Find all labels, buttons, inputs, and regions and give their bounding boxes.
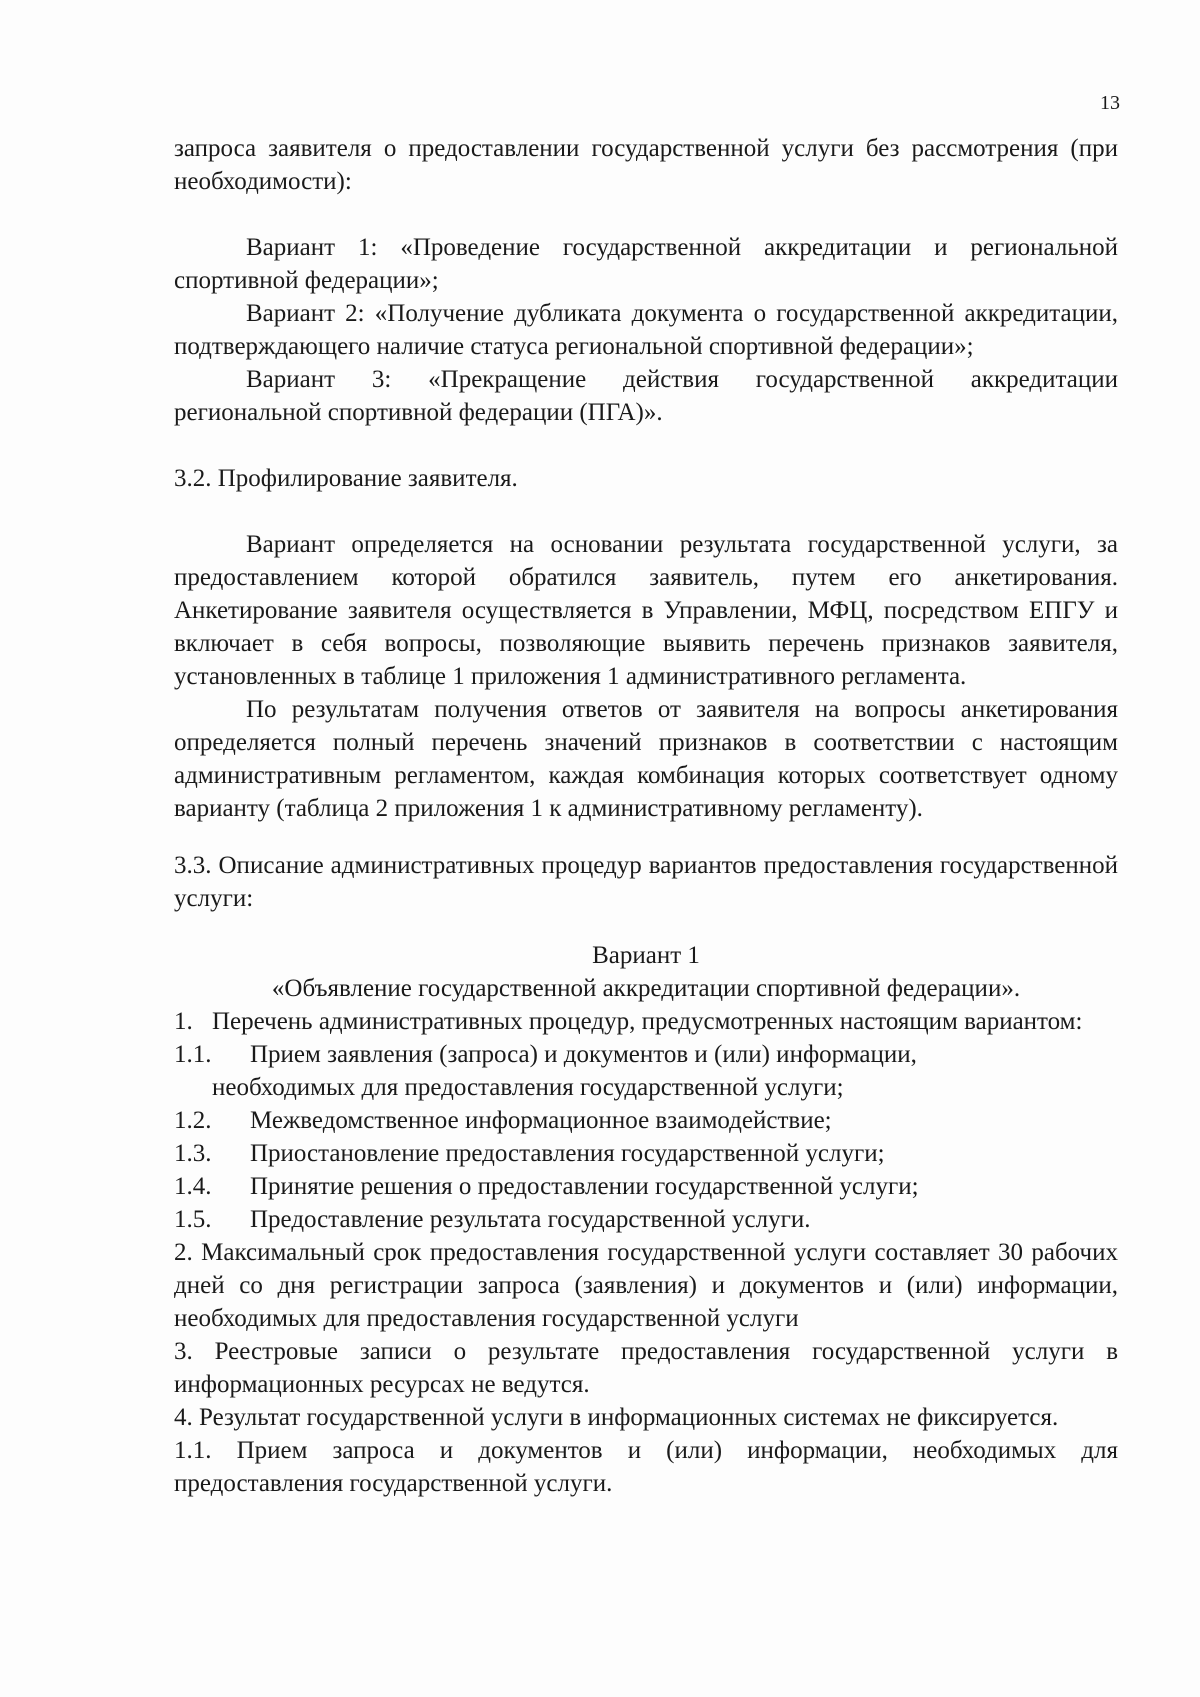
list-item-1-1 [174,1038,1118,1071]
list-number: 1. [174,1008,193,1035]
list-number: 1.3. [174,1140,212,1167]
list-item-1 [174,1005,1118,1038]
list-number: 1.2. [174,1107,212,1134]
list-item-1-2 [174,1104,1118,1137]
list-text: Предоставление результата государственной услуги. [250,1206,811,1233]
page-number: 13 [1100,92,1120,114]
document-body [174,132,1118,1500]
paragraph-item-1-1-final: 1.1. Прием запроса и документов и (или) информации, необходимых для предоставления государственной услуги. [174,1437,1118,1497]
list-text: Межведомственное информационное взаимодействие; [250,1107,832,1134]
paragraph-variant-1: Вариант 1: «Проведение государственной аккредитации и региональной спортивной федерации»; [174,234,1118,294]
variant-subtitle: «Объявление государственной аккредитации спортивной федерации». [271,975,1021,1002]
paragraph-item-3: 3. Реестровые записи о результате предоставления государственной услуги в информационных ресурсах не ведутся. [174,1338,1118,1398]
paragraph-item-4: 4. Результат государственной услуги в информационных системах не фиксируется. [174,1404,1059,1431]
list-text: Приостановление предоставления государственной услуги; [250,1140,885,1167]
list-text: Перечень административных процедур, предусмотренных настоящим вариантом: [212,1008,1083,1035]
paragraph-intro: запроса заявителя о предоставлении государственной услуги без рассмотрения (при необходимости): [174,135,1118,195]
list-number: 1.4. [174,1173,212,1200]
variant-title: Вариант 1 [592,942,700,969]
spacer [174,915,1118,939]
paragraph-results: По результатам получения ответов от заявителя на вопросы анкетирования определяется полный перечень значений признаков в соответствии с настоящим административным регламентом, каждая комбинация которых соответствует одному варианту (таблица 2 приложения 1 к административному регламенту). [174,696,1118,822]
list-text: Прием заявления (запроса) и документов и (или) информации, [250,1041,917,1068]
list-number: 1.5. [174,1206,212,1233]
list-continuation: необходимых для предоставления государственной услуги; [212,1074,844,1101]
section-heading-3-3: 3.3. Описание административных процедур вариантов предоставления государственной услуги: [174,852,1118,912]
paragraph-variant-defined: Вариант определяется на основании результата государственной услуги, за предоставлением которой обратился заявитель, путем его анкетирования. Анкетирование заявителя осуществляется в Управлении, МФЦ, посредством ЕПГУ и включает в себя вопросы, позволяющие выявить перечень признаков заявителя, установленных в таблице 1 приложения 1 административного регламента. [174,531,1118,690]
paragraph-variant-3: Вариант 3: «Прекращение действия государственной аккредитации региональной спортивной федерации (ПГА)». [174,366,1118,426]
spacer [174,198,1118,231]
list-text: Принятие решения о предоставлении государственной услуги; [250,1173,919,1200]
list-item-1-3 [174,1137,1118,1170]
spacer [174,495,1118,528]
list-number: 1.1. [174,1041,212,1068]
spacer [174,825,1118,849]
list-item-1-5 [174,1203,1118,1236]
section-heading-3-2: 3.2. Профилирование заявителя. [174,465,518,492]
spacer [174,429,1118,462]
list-item-1-4 [174,1170,1118,1203]
paragraph-item-2: 2. Максимальный срок предоставления государственной услуги составляет 30 рабочих дней со дня регистрации запроса (заявления) и документов и (или) информации, необходимых для предоставления государственной услуги [174,1239,1118,1332]
paragraph-variant-2: Вариант 2: «Получение дубликата документа о государственной аккредитации, подтверждающего наличие статуса региональной спортивной федерации»; [174,300,1118,360]
